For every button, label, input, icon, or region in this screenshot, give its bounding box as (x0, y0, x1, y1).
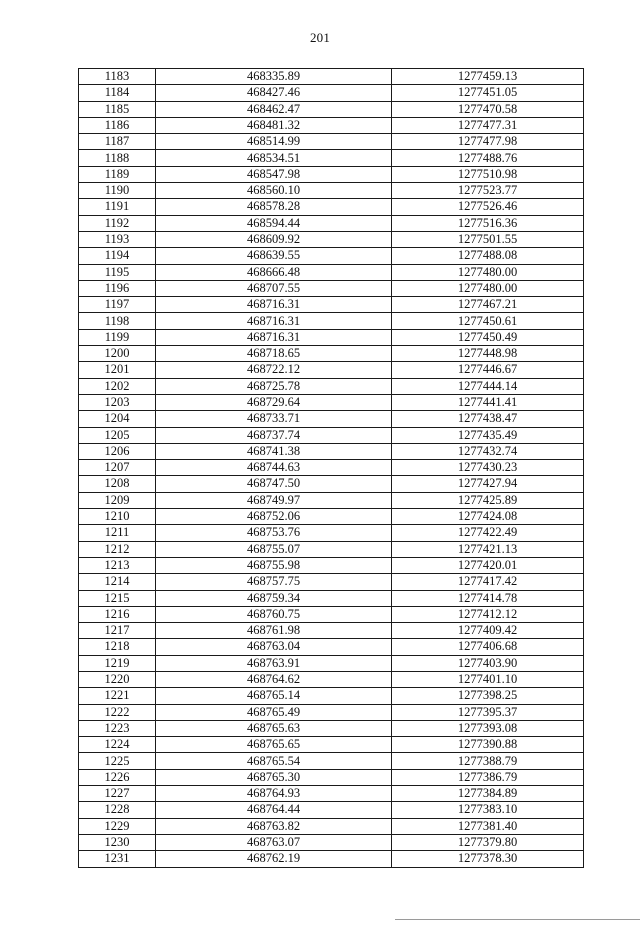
table-row (79, 264, 584, 280)
y-coordinate-cell: 1277435.49 (392, 427, 584, 443)
x-coordinate-cell: 468462.47 (156, 101, 392, 117)
point-number-cell: 1222 (79, 704, 156, 720)
x-coordinate-cell: 468578.28 (156, 199, 392, 215)
x-coordinate-cell: 468737.74 (156, 427, 392, 443)
table-row (79, 639, 584, 655)
point-number-cell: 1194 (79, 248, 156, 264)
point-number-cell: 1230 (79, 834, 156, 850)
coordinates-table (78, 68, 584, 868)
x-coordinate-cell: 468763.04 (156, 639, 392, 655)
y-coordinate-cell: 1277381.40 (392, 818, 584, 834)
x-coordinate-cell: 468707.55 (156, 280, 392, 296)
table-row (79, 411, 584, 427)
point-number-cell: 1199 (79, 329, 156, 345)
y-coordinate-cell: 1277480.00 (392, 280, 584, 296)
x-coordinate-cell: 468765.30 (156, 769, 392, 785)
point-number-cell: 1197 (79, 297, 156, 313)
y-coordinate-cell: 1277477.98 (392, 134, 584, 150)
y-coordinate-cell: 1277384.89 (392, 786, 584, 802)
point-number-cell: 1220 (79, 671, 156, 687)
table-row (79, 329, 584, 345)
scan-artifact-line (395, 919, 640, 920)
y-coordinate-cell: 1277403.90 (392, 655, 584, 671)
table-row (79, 362, 584, 378)
y-coordinate-cell: 1277386.79 (392, 769, 584, 785)
y-coordinate-cell: 1277409.42 (392, 623, 584, 639)
y-coordinate-cell: 1277432.74 (392, 443, 584, 459)
y-coordinate-cell: 1277488.08 (392, 248, 584, 264)
x-coordinate-cell: 468765.65 (156, 737, 392, 753)
point-number-cell: 1226 (79, 769, 156, 785)
point-number-cell: 1186 (79, 117, 156, 133)
point-number-cell: 1184 (79, 85, 156, 101)
table-row (79, 737, 584, 753)
table-row (79, 557, 584, 573)
x-coordinate-cell: 468718.65 (156, 346, 392, 362)
x-coordinate-cell: 468762.19 (156, 851, 392, 867)
x-coordinate-cell: 468757.75 (156, 574, 392, 590)
x-coordinate-cell: 468741.38 (156, 443, 392, 459)
y-coordinate-cell: 1277421.13 (392, 541, 584, 557)
table-row (79, 394, 584, 410)
x-coordinate-cell: 468765.54 (156, 753, 392, 769)
y-coordinate-cell: 1277501.55 (392, 231, 584, 247)
point-number-cell: 1228 (79, 802, 156, 818)
point-number-cell: 1196 (79, 280, 156, 296)
y-coordinate-cell: 1277480.00 (392, 264, 584, 280)
point-number-cell: 1192 (79, 215, 156, 231)
point-number-cell: 1185 (79, 101, 156, 117)
y-coordinate-cell: 1277401.10 (392, 671, 584, 687)
y-coordinate-cell: 1277424.08 (392, 509, 584, 525)
y-coordinate-cell: 1277446.67 (392, 362, 584, 378)
x-coordinate-cell: 468534.51 (156, 150, 392, 166)
y-coordinate-cell: 1277438.47 (392, 411, 584, 427)
table-row (79, 851, 584, 867)
point-number-cell: 1227 (79, 786, 156, 802)
point-number-cell: 1211 (79, 525, 156, 541)
point-number-cell: 1209 (79, 492, 156, 508)
point-number-cell: 1216 (79, 606, 156, 622)
x-coordinate-cell: 468763.07 (156, 834, 392, 850)
table-row (79, 590, 584, 606)
table-row (79, 476, 584, 492)
x-coordinate-cell: 468759.34 (156, 590, 392, 606)
y-coordinate-cell: 1277526.46 (392, 199, 584, 215)
x-coordinate-cell: 468716.31 (156, 329, 392, 345)
x-coordinate-cell: 468753.76 (156, 525, 392, 541)
y-coordinate-cell: 1277425.89 (392, 492, 584, 508)
y-coordinate-cell: 1277406.68 (392, 639, 584, 655)
table-row (79, 492, 584, 508)
point-number-cell: 1210 (79, 509, 156, 525)
point-number-cell: 1193 (79, 231, 156, 247)
y-coordinate-cell: 1277378.30 (392, 851, 584, 867)
x-coordinate-cell: 468335.89 (156, 69, 392, 85)
table-row (79, 623, 584, 639)
point-number-cell: 1212 (79, 541, 156, 557)
y-coordinate-cell: 1277395.37 (392, 704, 584, 720)
x-coordinate-cell: 468749.97 (156, 492, 392, 508)
table-row (79, 183, 584, 199)
table-row (79, 85, 584, 101)
x-coordinate-cell: 468765.49 (156, 704, 392, 720)
table-row (79, 313, 584, 329)
y-coordinate-cell: 1277383.10 (392, 802, 584, 818)
y-coordinate-cell: 1277412.12 (392, 606, 584, 622)
table-row (79, 346, 584, 362)
table-row (79, 199, 584, 215)
table-row (79, 215, 584, 231)
y-coordinate-cell: 1277379.80 (392, 834, 584, 850)
point-number-cell: 1187 (79, 134, 156, 150)
point-number-cell: 1189 (79, 166, 156, 182)
y-coordinate-cell: 1277393.08 (392, 720, 584, 736)
y-coordinate-cell: 1277470.58 (392, 101, 584, 117)
y-coordinate-cell: 1277450.61 (392, 313, 584, 329)
point-number-cell: 1218 (79, 639, 156, 655)
x-coordinate-cell: 468760.75 (156, 606, 392, 622)
x-coordinate-cell: 468764.93 (156, 786, 392, 802)
x-coordinate-cell: 468752.06 (156, 509, 392, 525)
y-coordinate-cell: 1277441.41 (392, 394, 584, 410)
table-row (79, 378, 584, 394)
x-coordinate-cell: 468747.50 (156, 476, 392, 492)
x-coordinate-cell: 468609.92 (156, 231, 392, 247)
table-row (79, 525, 584, 541)
table-row (79, 427, 584, 443)
x-coordinate-cell: 468560.10 (156, 183, 392, 199)
table-row (79, 297, 584, 313)
x-coordinate-cell: 468716.31 (156, 313, 392, 329)
x-coordinate-cell: 468764.62 (156, 671, 392, 687)
point-number-cell: 1206 (79, 443, 156, 459)
table-row (79, 460, 584, 476)
point-number-cell: 1190 (79, 183, 156, 199)
table-row (79, 101, 584, 117)
point-number-cell: 1223 (79, 720, 156, 736)
x-coordinate-cell: 468755.98 (156, 557, 392, 573)
point-number-cell: 1224 (79, 737, 156, 753)
point-number-cell: 1202 (79, 378, 156, 394)
table-row (79, 671, 584, 687)
x-coordinate-cell: 468481.32 (156, 117, 392, 133)
y-coordinate-cell: 1277427.94 (392, 476, 584, 492)
point-number-cell: 1198 (79, 313, 156, 329)
table-row (79, 134, 584, 150)
y-coordinate-cell: 1277398.25 (392, 688, 584, 704)
point-number-cell: 1183 (79, 69, 156, 85)
table-row (79, 786, 584, 802)
page-number: 201 (309, 30, 331, 45)
table-row (79, 753, 584, 769)
x-coordinate-cell: 468722.12 (156, 362, 392, 378)
y-coordinate-cell: 1277430.23 (392, 460, 584, 476)
y-coordinate-cell: 1277450.49 (392, 329, 584, 345)
table-row (79, 443, 584, 459)
point-number-cell: 1205 (79, 427, 156, 443)
x-coordinate-cell: 468763.82 (156, 818, 392, 834)
point-number-cell: 1200 (79, 346, 156, 362)
y-coordinate-cell: 1277459.13 (392, 69, 584, 85)
point-number-cell: 1214 (79, 574, 156, 590)
point-number-cell: 1217 (79, 623, 156, 639)
table-row (79, 704, 584, 720)
x-coordinate-cell: 468594.44 (156, 215, 392, 231)
table-row (79, 509, 584, 525)
y-coordinate-cell: 1277444.14 (392, 378, 584, 394)
table-row (79, 802, 584, 818)
x-coordinate-cell: 468763.91 (156, 655, 392, 671)
point-number-cell: 1219 (79, 655, 156, 671)
x-coordinate-cell: 468729.64 (156, 394, 392, 410)
x-coordinate-cell: 468733.71 (156, 411, 392, 427)
table-row (79, 818, 584, 834)
table-row (79, 69, 584, 85)
table-row (79, 655, 584, 671)
x-coordinate-cell: 468666.48 (156, 264, 392, 280)
y-coordinate-cell: 1277390.88 (392, 737, 584, 753)
x-coordinate-cell: 468716.31 (156, 297, 392, 313)
x-coordinate-cell: 468765.63 (156, 720, 392, 736)
table-row (79, 150, 584, 166)
y-coordinate-cell: 1277414.78 (392, 590, 584, 606)
table-row (79, 166, 584, 182)
table-row (79, 231, 584, 247)
y-coordinate-cell: 1277417.42 (392, 574, 584, 590)
x-coordinate-cell: 468639.55 (156, 248, 392, 264)
table-row (79, 834, 584, 850)
y-coordinate-cell: 1277451.05 (392, 85, 584, 101)
coordinates-table-body (79, 69, 584, 868)
x-coordinate-cell: 468547.98 (156, 166, 392, 182)
table-row (79, 720, 584, 736)
point-number-cell: 1207 (79, 460, 156, 476)
point-number-cell: 1229 (79, 818, 156, 834)
y-coordinate-cell: 1277388.79 (392, 753, 584, 769)
x-coordinate-cell: 468755.07 (156, 541, 392, 557)
x-coordinate-cell: 468744.63 (156, 460, 392, 476)
y-coordinate-cell: 1277420.01 (392, 557, 584, 573)
point-number-cell: 1195 (79, 264, 156, 280)
table-row (79, 117, 584, 133)
point-number-cell: 1231 (79, 851, 156, 867)
table-row (79, 574, 584, 590)
point-number-cell: 1225 (79, 753, 156, 769)
y-coordinate-cell: 1277510.98 (392, 166, 584, 182)
y-coordinate-cell: 1277488.76 (392, 150, 584, 166)
point-number-cell: 1213 (79, 557, 156, 573)
y-coordinate-cell: 1277477.31 (392, 117, 584, 133)
point-number-cell: 1191 (79, 199, 156, 215)
point-number-cell: 1221 (79, 688, 156, 704)
x-coordinate-cell: 468514.99 (156, 134, 392, 150)
point-number-cell: 1201 (79, 362, 156, 378)
table-row (79, 769, 584, 785)
table-row (79, 248, 584, 264)
point-number-cell: 1215 (79, 590, 156, 606)
y-coordinate-cell: 1277422.49 (392, 525, 584, 541)
x-coordinate-cell: 468761.98 (156, 623, 392, 639)
table-row (79, 541, 584, 557)
y-coordinate-cell: 1277467.21 (392, 297, 584, 313)
x-coordinate-cell: 468765.14 (156, 688, 392, 704)
table-row (79, 280, 584, 296)
x-coordinate-cell: 468427.46 (156, 85, 392, 101)
point-number-cell: 1188 (79, 150, 156, 166)
y-coordinate-cell: 1277448.98 (392, 346, 584, 362)
y-coordinate-cell: 1277523.77 (392, 183, 584, 199)
point-number-cell: 1208 (79, 476, 156, 492)
table-row (79, 688, 584, 704)
point-number-cell: 1203 (79, 394, 156, 410)
table-row (79, 606, 584, 622)
point-number-cell: 1204 (79, 411, 156, 427)
x-coordinate-cell: 468725.78 (156, 378, 392, 394)
y-coordinate-cell: 1277516.36 (392, 215, 584, 231)
x-coordinate-cell: 468764.44 (156, 802, 392, 818)
